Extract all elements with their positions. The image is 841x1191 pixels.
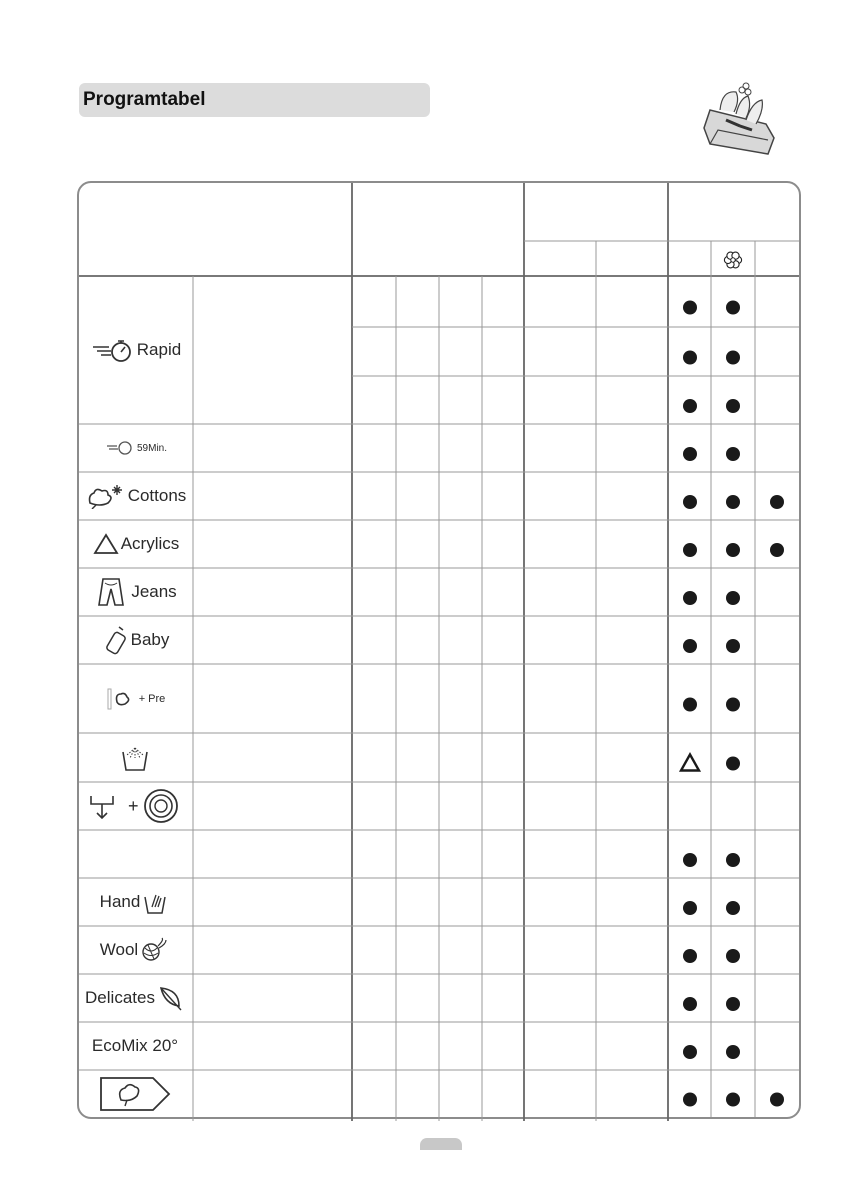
- prewash-icon: [107, 688, 137, 710]
- program-label-baby: [80, 616, 190, 664]
- program-label-rinse: [80, 733, 190, 782]
- wool-yarn-icon: [140, 936, 168, 964]
- cotton-flower-tag-icon: [99, 1076, 171, 1112]
- program-label-jeans: [80, 568, 190, 616]
- feather-icon: [157, 984, 183, 1012]
- program-label-acrylics: [80, 520, 190, 568]
- cottons-icon: [86, 483, 126, 509]
- page-number-tab: [420, 1138, 462, 1150]
- program-name: +: [128, 795, 139, 816]
- rapid-stopwatch-icon: [91, 337, 135, 363]
- program-label-hand: [80, 878, 190, 926]
- program-label-blank: [80, 830, 190, 878]
- program-name: Cottons: [127, 486, 187, 505]
- program-name: Jeans: [131, 582, 177, 601]
- program-name: 59Min.: [136, 442, 167, 454]
- rinse-tub-icon: [120, 744, 150, 772]
- program-label-pre: [80, 664, 190, 733]
- program-name: Acrylics: [120, 534, 180, 553]
- jeans-icon: [95, 577, 129, 607]
- baby-bottle-icon: [103, 625, 129, 655]
- program-name: Baby: [130, 630, 170, 649]
- program-label-wool: [80, 926, 190, 974]
- section-title-bar: [79, 83, 430, 117]
- program-label-delicates: [80, 974, 190, 1022]
- detergent-dispenser-icon: [696, 80, 776, 162]
- program-label-rapid-59: [80, 424, 190, 472]
- program-label-rapid: [80, 276, 190, 424]
- program-name: Rapid: [136, 340, 182, 359]
- acrylics-triangle-icon: [93, 532, 119, 556]
- program-name: Hand: [99, 892, 141, 911]
- program-label-ecomix: [80, 1022, 190, 1070]
- hand-wash-icon: [142, 889, 168, 915]
- program-name: Wool: [99, 940, 139, 959]
- program-name: EcoMix 20°: [91, 1036, 179, 1055]
- program-label-cotton-eco: [80, 1070, 190, 1117]
- program-name: + Pre: [138, 692, 166, 705]
- page-title: Programtabel: [83, 89, 206, 110]
- program-label-drain-spin: [80, 782, 190, 830]
- program-label-cottons: [80, 472, 190, 520]
- program-name: Delicates: [85, 988, 155, 1007]
- rapid-59min-icon: [105, 440, 135, 456]
